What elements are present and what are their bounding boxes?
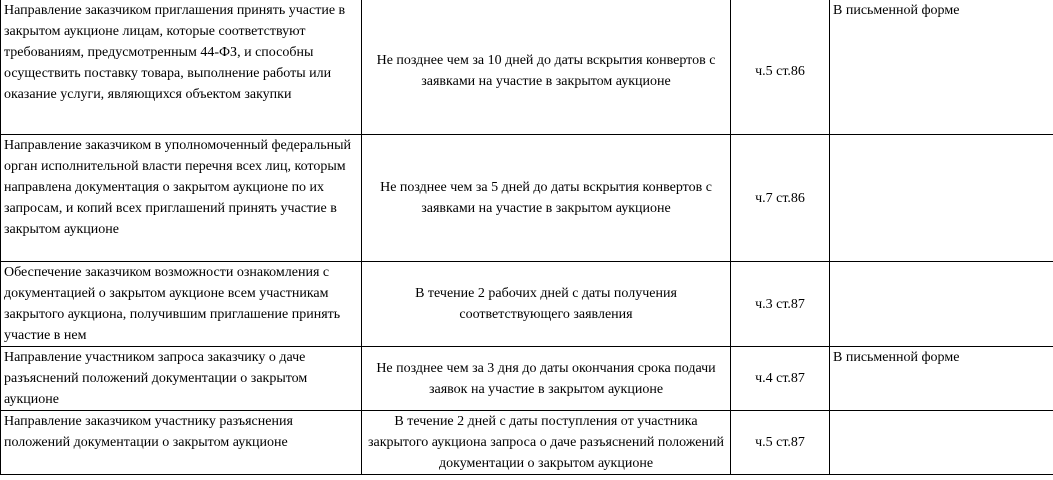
action-cell: Направление участником запроса заказчику о даче разъяснений положений документации о закрытом аукционе xyxy=(1,347,362,411)
table-row xyxy=(1,347,1053,411)
action-cell: Направление заказчиком приглашения принять участие в закрытом аукционе лицам, которые соответствуют требованиям, предусмотренным 44-ФЗ, и способны осуществить поставку товара, выполнение работы или оказание услуги, являющихся объектом закупки xyxy=(1,0,362,135)
table-row xyxy=(1,135,1053,262)
table-row xyxy=(1,262,1053,347)
action-cell: Направление заказчиком в уполномоченный федеральный орган исполнительной власти перечня всех лиц, которым направлена документация о закрытом аукционе по их запросам, и копий всех приглашений принять участие в закрытом аукционе xyxy=(1,135,362,262)
deadline-cell: В течение 2 дней с даты поступления от участника закрытого аукциона запроса о даче разъяснений положений документации о закрытом аукционе xyxy=(362,411,731,475)
form-cell xyxy=(830,135,1053,262)
action-cell: Направление заказчиком участнику разъяснения положений документации о закрытом аукционе xyxy=(1,411,362,475)
form-cell xyxy=(830,262,1053,347)
law-reference-cell: ч.5 ст.87 xyxy=(731,411,830,475)
law-reference-cell: ч.3 ст.87 xyxy=(731,262,830,347)
action-cell: Обеспечение заказчиком возможности ознакомления с документацией о закрытом аукционе всем участникам закрытого аукциона, получившим приглашение принять участие в нем xyxy=(1,262,362,347)
deadline-cell: Не позднее чем за 10 дней до даты вскрытия конвертов с заявками на участие в закрытом аукционе xyxy=(362,0,731,135)
law-reference-cell: ч.4 ст.87 xyxy=(731,347,830,411)
form-cell: В письменной форме xyxy=(830,347,1053,411)
law-reference-cell: ч.7 ст.86 xyxy=(731,135,830,262)
form-cell xyxy=(830,411,1053,475)
deadline-cell: Не позднее чем за 5 дней до даты вскрытия конвертов с заявками на участие в закрытом аукционе xyxy=(362,135,731,262)
law-reference-cell: ч.5 ст.86 xyxy=(731,0,830,135)
table-row xyxy=(1,411,1053,475)
form-cell: В письменной форме xyxy=(830,0,1053,135)
deadline-cell: В течение 2 рабочих дней с даты получения соответствующего заявления xyxy=(362,262,731,347)
deadline-cell: Не позднее чем за 3 дня до даты окончания срока подачи заявок на участие в закрытом аукционе xyxy=(362,347,731,411)
table-row xyxy=(1,0,1053,135)
